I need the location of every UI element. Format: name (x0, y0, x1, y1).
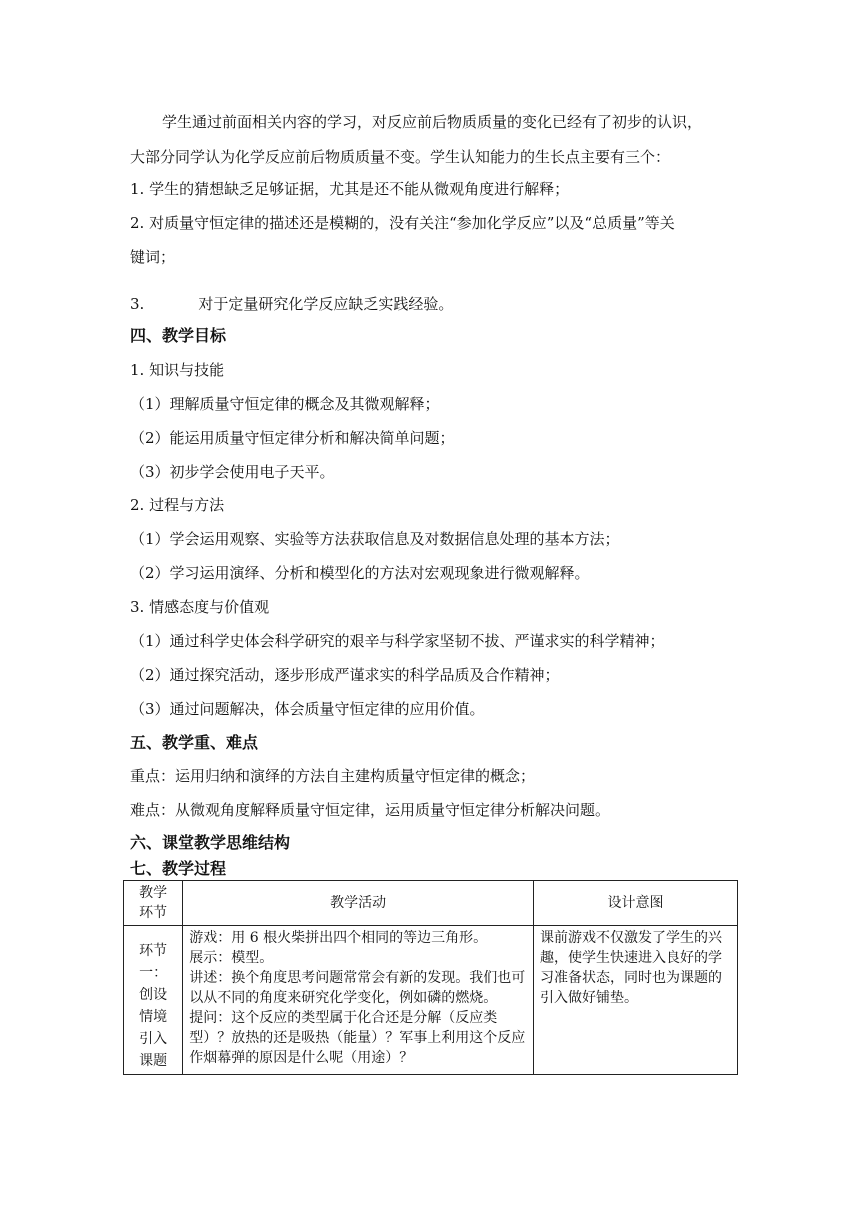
section-5-difficulty: 难点：从微观角度解释质量守恒定律，运用质量守恒定律分析解决问题。 (130, 801, 611, 819)
stage-line: 情境 (139, 1009, 168, 1025)
header-stage-line1: 教学 (139, 885, 168, 901)
intro-paragraph-line1: 学生通过前面相关内容的学习，对反应前后物质质量的变化已经有了初步的认识， (162, 113, 703, 131)
intro-paragraph-line2: 大部分同学认为化学反应前后物质质量不变。学生认知能力的生长点主要有三个： (130, 148, 671, 166)
stage-line: 环节 (139, 943, 168, 959)
section-4-sub-3-item-1: （1）通过科学史体会科学研究的艰辛与科学家坚韧不拔、严谨求实的科学精神； (130, 632, 665, 650)
section-7-heading: 七、教学过程 (130, 859, 227, 878)
section-4-sub-1: 1. 知识与技能 (130, 361, 225, 379)
row-1-stage (124, 926, 183, 1075)
activity-narrate: 讲述：换个角度思考问题常常会有新的发现。我们也可以从不同的角度来研究化学变化，例如磷的燃烧。 (189, 970, 526, 1006)
intro-item-3-number: 3. (130, 295, 145, 313)
intro-item-3-text: 对于定量研究化学反应缺乏实践经验。 (198, 295, 454, 313)
section-4-sub-2: 2. 过程与方法 (130, 496, 225, 514)
stage-line: 引入 (139, 1031, 168, 1047)
activity-game: 游戏：用 6 根火柴拼出四个相同的等边三角形。 (189, 930, 488, 946)
stage-line: 课题 (139, 1053, 168, 1069)
row-1-activities (183, 926, 534, 1075)
header-stage-line2: 环节 (139, 905, 168, 921)
intro-item-3 (130, 293, 740, 315)
section-4-sub-1-item-2: （2）能运用质量守恒定律分析和解决简单问题； (130, 429, 455, 447)
section-6-heading: 六、课堂教学思维结构 (130, 833, 291, 852)
teaching-process-table (123, 880, 738, 1075)
section-4-sub-2-item-1: （1）学会运用观察、实验等方法获取信息及对数据信息处理的基本方法； (130, 530, 620, 548)
section-4-sub-3-item-3: （3）通过问题解决，体会质量守恒定律的应用价值。 (130, 700, 485, 718)
section-5-heading: 五、教学重、难点 (130, 733, 259, 752)
section-4-sub-3: 3. 情感态度与价值观 (130, 598, 270, 616)
header-stage (124, 881, 183, 926)
header-intent: 设计意图 (533, 881, 737, 926)
intro-item-1: 1. 学生的猜想缺乏足够证据，尤其是还不能从微观角度进行解释； (130, 180, 570, 198)
section-4-sub-3-item-2: （2）通过探究活动，逐步形成严谨求实的科学品质及合作精神； (130, 666, 560, 684)
section-4-sub-1-item-3: （3）初步学会使用电子天平。 (130, 463, 335, 481)
activity-show: 展示：模型。 (189, 950, 274, 966)
stage-line: 创设 (139, 987, 168, 1003)
row-1-intent: 课前游戏不仅激发了学生的兴趣，使学生快速进入良好的学习准备状态，同时也为课题的引入做好铺垫。 (533, 926, 737, 1075)
table-header-row (124, 881, 738, 926)
intro-item-2-line2: 键词； (130, 248, 176, 266)
section-4-sub-1-item-1: （1）理解质量守恒定律的概念及其微观解释； (130, 395, 440, 413)
activity-question: 提问：这个反应的类型属于化合还是分解（反应类型）？放热的还是吸热（能量）？军事上利用这个反应作烟幕弹的原因是什么呢（用途）？ (189, 1010, 526, 1066)
stage-line: 一： (139, 965, 168, 981)
section-4-sub-2-item-2: （2）学习运用演绎、分析和模型化的方法对宏观现象进行微观解释。 (130, 564, 590, 582)
intro-item-2-line1: 2. 对质量守恒定律的描述还是模糊的，没有关注“参加化学反应”以及“总质量”等关 (130, 214, 675, 232)
header-activities: 教学活动 (183, 881, 534, 926)
section-4-heading: 四、教学目标 (130, 326, 227, 345)
table-row (124, 926, 738, 1075)
section-5-key-point: 重点：运用归纳和演绎的方法自主建构质量守恒定律的概念； (130, 767, 536, 785)
